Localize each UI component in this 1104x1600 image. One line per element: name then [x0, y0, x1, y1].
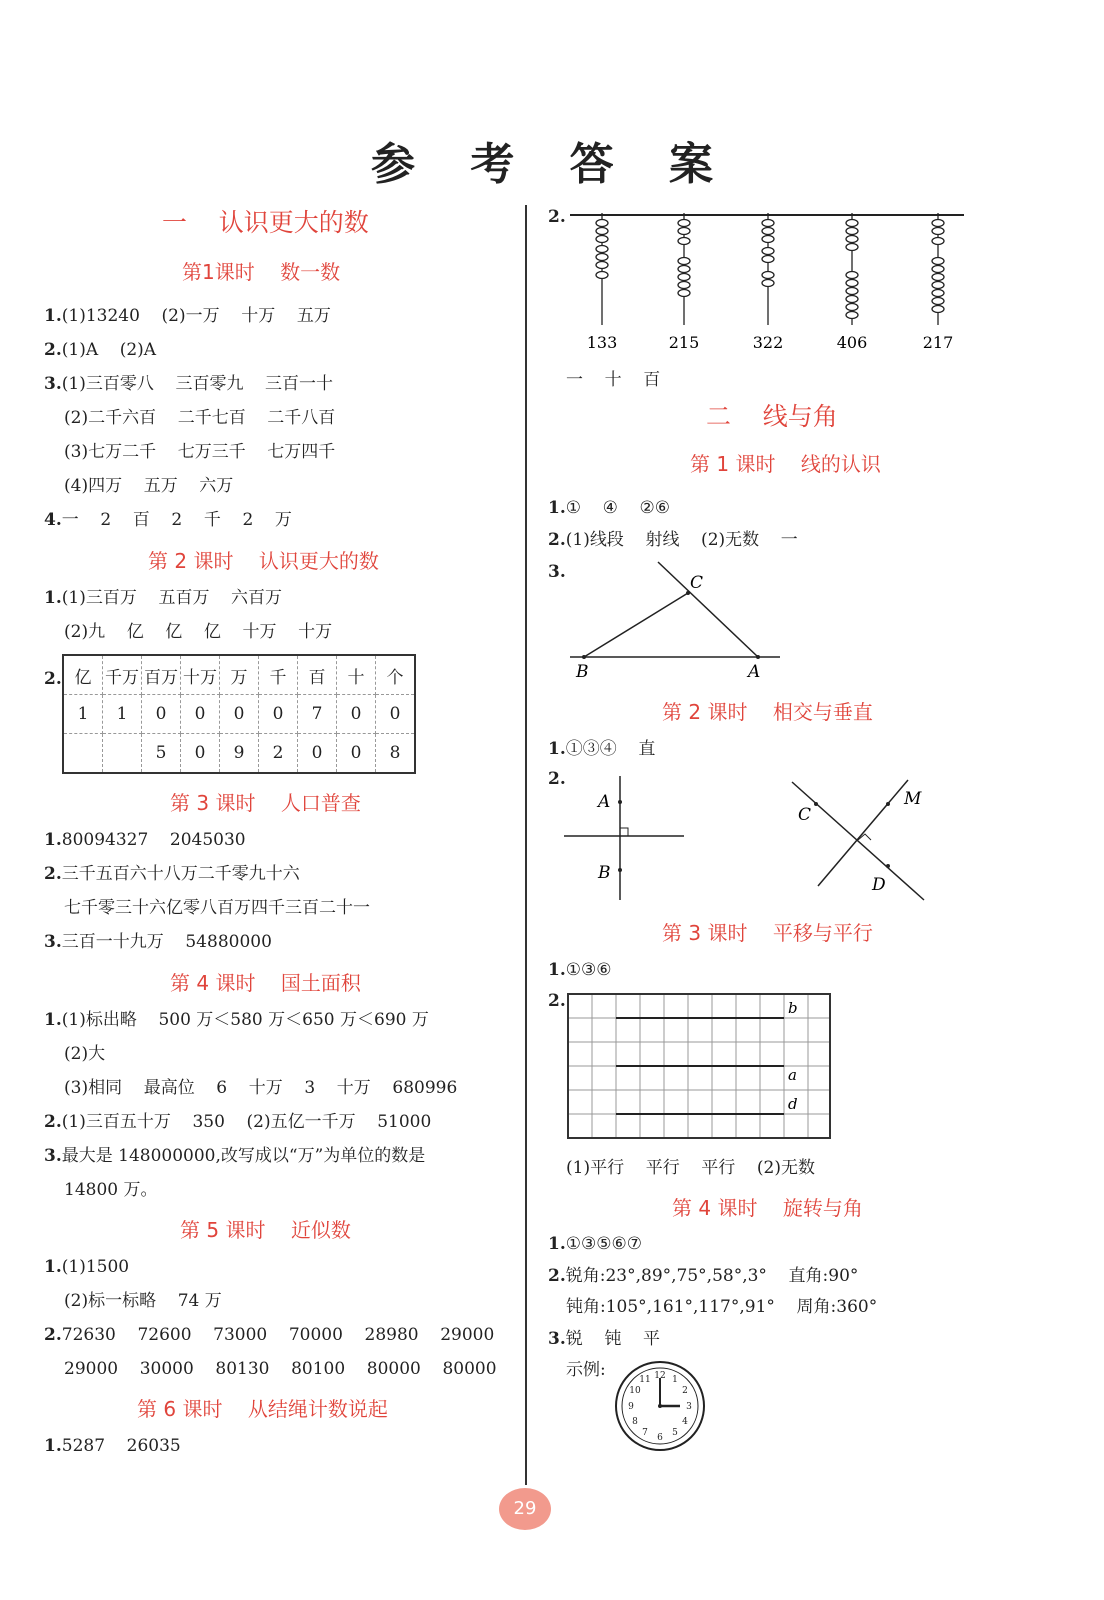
clock-icon: [612, 1358, 708, 1454]
answer-line: 3.锐 钝 平: [548, 1329, 660, 1349]
ray-figure: [560, 560, 800, 685]
answer-line: 1.80094327 2045030: [44, 830, 246, 850]
svg-text:2: 2: [682, 1386, 688, 1396]
abacus-value: 133: [586, 333, 618, 352]
lesson-3-heading: 第 3 课时 人口普查: [170, 791, 361, 815]
answer-line: 3.(1)三百零八 三百零九 三百一十: [44, 374, 334, 394]
answer-line: (4)四万 五万 六万: [64, 476, 234, 496]
table-cell: 亿: [63, 655, 103, 695]
point-label: D: [872, 875, 886, 895]
answer-line: 1.(1)三百万 五百万 六百万: [44, 588, 283, 608]
point-label: A: [748, 662, 761, 682]
table-cell: 0: [220, 695, 259, 734]
point-label: B: [598, 863, 611, 883]
table-cell: 万: [220, 655, 259, 695]
table-cell: 个: [376, 655, 416, 695]
answer-line: 1.①③④ 直: [548, 739, 656, 759]
answer-line: 2.(1)三百五十万 350 (2)五亿一千万 51000: [44, 1112, 432, 1132]
table-cell: [103, 734, 142, 774]
lesson-r1-heading: 第 1 课时 线的认识: [690, 452, 881, 476]
unit-1-heading: 一 认识更大的数: [162, 208, 369, 237]
answer-number: 2.: [548, 991, 566, 1011]
answer-line: 1.(1)标出略 500 万＜580 万＜650 万＜690 万: [44, 1010, 429, 1030]
unit-2-heading: 二 线与角: [706, 402, 838, 431]
answer-line: 4.一 2 百 2 千 2 万: [44, 510, 292, 530]
answer-number: 3.: [548, 562, 566, 582]
answer-number: 2.: [548, 769, 566, 789]
point-label: C: [798, 805, 812, 825]
svg-text:6: 6: [657, 1433, 663, 1443]
table-cell: 1: [63, 695, 103, 734]
abacus-value: 322: [752, 333, 784, 352]
table-cell: 十: [337, 655, 376, 695]
svg-text:9: 9: [628, 1402, 634, 1412]
perpendicular-figure: [560, 776, 940, 906]
answer-line: 1.5287 26035: [44, 1436, 181, 1456]
answer-line: 1.① ④ ②⑥: [548, 498, 670, 518]
table-cell: 2: [259, 734, 298, 774]
table-cell: 5: [142, 734, 181, 774]
answer-line: 七千零三十六亿零八百万四千三百二十一: [64, 898, 370, 918]
table-cell: 百: [298, 655, 337, 695]
table-cell: 0: [181, 734, 220, 774]
answer-line: 2.三千五百六十八万二千零九十六: [44, 864, 300, 884]
answer-line: 14800 万。: [64, 1180, 158, 1200]
point-label: M: [904, 789, 922, 809]
point-label: B: [576, 662, 589, 682]
table-cell: 0: [181, 695, 220, 734]
table-cell: 0: [142, 695, 181, 734]
answer-line: 29000 30000 80130 80100 80000 80000: [64, 1359, 497, 1379]
svg-text:3: 3: [686, 1402, 692, 1412]
svg-text:1: 1: [672, 1375, 678, 1385]
answer-number: 2.: [44, 669, 62, 689]
abacus-value: 406: [836, 333, 868, 352]
lesson-5-heading: 第 5 课时 近似数: [180, 1218, 351, 1242]
answer-line: (2)九 亿 亿 亿 十万 十万: [64, 622, 333, 642]
table-cell: 1: [103, 695, 142, 734]
page-number: 29: [499, 1488, 551, 1530]
table-cell: 百万: [142, 655, 181, 695]
answer-line: (3)七万二千 七万三千 七万四千: [64, 442, 336, 462]
answer-line: 1.(1)1500: [44, 1257, 130, 1277]
lesson-r4-heading: 第 4 课时 旋转与角: [672, 1196, 863, 1220]
table-cell: 8: [376, 734, 416, 774]
lesson-6-heading: 第 6 课时 从结绳计数说起: [137, 1397, 388, 1421]
table-cell: 0: [376, 695, 416, 734]
place-value-table: [62, 654, 416, 774]
answer-line: 3.三百一十九万 54880000: [44, 932, 272, 952]
page-title: 参 考 答 案: [371, 139, 733, 190]
svg-text:8: 8: [632, 1417, 638, 1427]
svg-text:10: 10: [629, 1386, 641, 1396]
abacus-places: 一 十 百: [566, 370, 661, 390]
svg-text:5: 5: [672, 1428, 678, 1438]
abacus-figure: [570, 205, 990, 365]
answer-line: 3.最大是 148000000,改写成以“万”为单位的数是: [44, 1146, 426, 1166]
table-cell: 7: [298, 695, 337, 734]
lesson-4-heading: 第 4 课时 国土面积: [170, 971, 361, 995]
table-cell: 千万: [103, 655, 142, 695]
abacus-value: 215: [668, 333, 700, 352]
lesson-r3-heading: 第 3 课时 平移与平行: [662, 921, 873, 945]
svg-text:7: 7: [642, 1428, 648, 1438]
parallel-grid-figure: [566, 992, 832, 1142]
table-cell: 0: [259, 695, 298, 734]
line-label: a: [788, 1066, 797, 1084]
answer-line: (2)大: [64, 1044, 106, 1064]
answer-line: 2.72630 72600 73000 70000 28980 29000: [44, 1325, 495, 1345]
table-cell: 0: [337, 734, 376, 774]
line-label: d: [788, 1095, 798, 1113]
lesson-1-heading: 第1课时 数一数: [182, 260, 341, 284]
table-cell: [63, 734, 103, 774]
svg-text:12: 12: [654, 1371, 666, 1381]
point-label: A: [598, 792, 611, 812]
table-cell: 十万: [181, 655, 220, 695]
column-divider: [525, 205, 527, 1485]
answer-line: 示例:: [566, 1360, 606, 1380]
table-cell: 0: [337, 695, 376, 734]
answer-line: (2)二千六百 二千七百 二千八百: [64, 408, 336, 428]
answer-line: (2)标一标略 74 万: [64, 1291, 222, 1311]
lesson-r2-heading: 第 2 课时 相交与垂直: [662, 700, 873, 724]
answer-line: 1.①③⑥: [548, 960, 612, 980]
answer-number: 2.: [548, 207, 566, 227]
table-cell: 9: [220, 734, 259, 774]
answer-line: 钝角:105°,161°,117°,91° 周角:360°: [566, 1297, 878, 1317]
point-label: C: [690, 573, 704, 593]
answer-line: (1)平行 平行 平行 (2)无数: [566, 1158, 816, 1178]
answer-line: 1.(1)13240 (2)一万 十万 五万: [44, 306, 331, 326]
table-cell: 千: [259, 655, 298, 695]
answer-line: 2.(1)A (2)A: [44, 340, 157, 360]
line-label: b: [788, 999, 798, 1017]
svg-text:11: 11: [639, 1375, 651, 1385]
answer-line: 1.①③⑤⑥⑦: [548, 1234, 642, 1254]
abacus-value: 217: [922, 333, 954, 352]
lesson-2-heading: 第 2 课时 认识更大的数: [148, 549, 379, 573]
answer-line: (3)相同 最高位 6 十万 3 十万 680996: [64, 1078, 458, 1098]
table-cell: 0: [298, 734, 337, 774]
answer-line: 2.(1)线段 射线 (2)无数 一: [548, 530, 798, 550]
svg-text:4: 4: [682, 1417, 688, 1427]
answer-line: 2.锐角:23°,89°,75°,58°,3° 直角:90°: [548, 1266, 859, 1286]
